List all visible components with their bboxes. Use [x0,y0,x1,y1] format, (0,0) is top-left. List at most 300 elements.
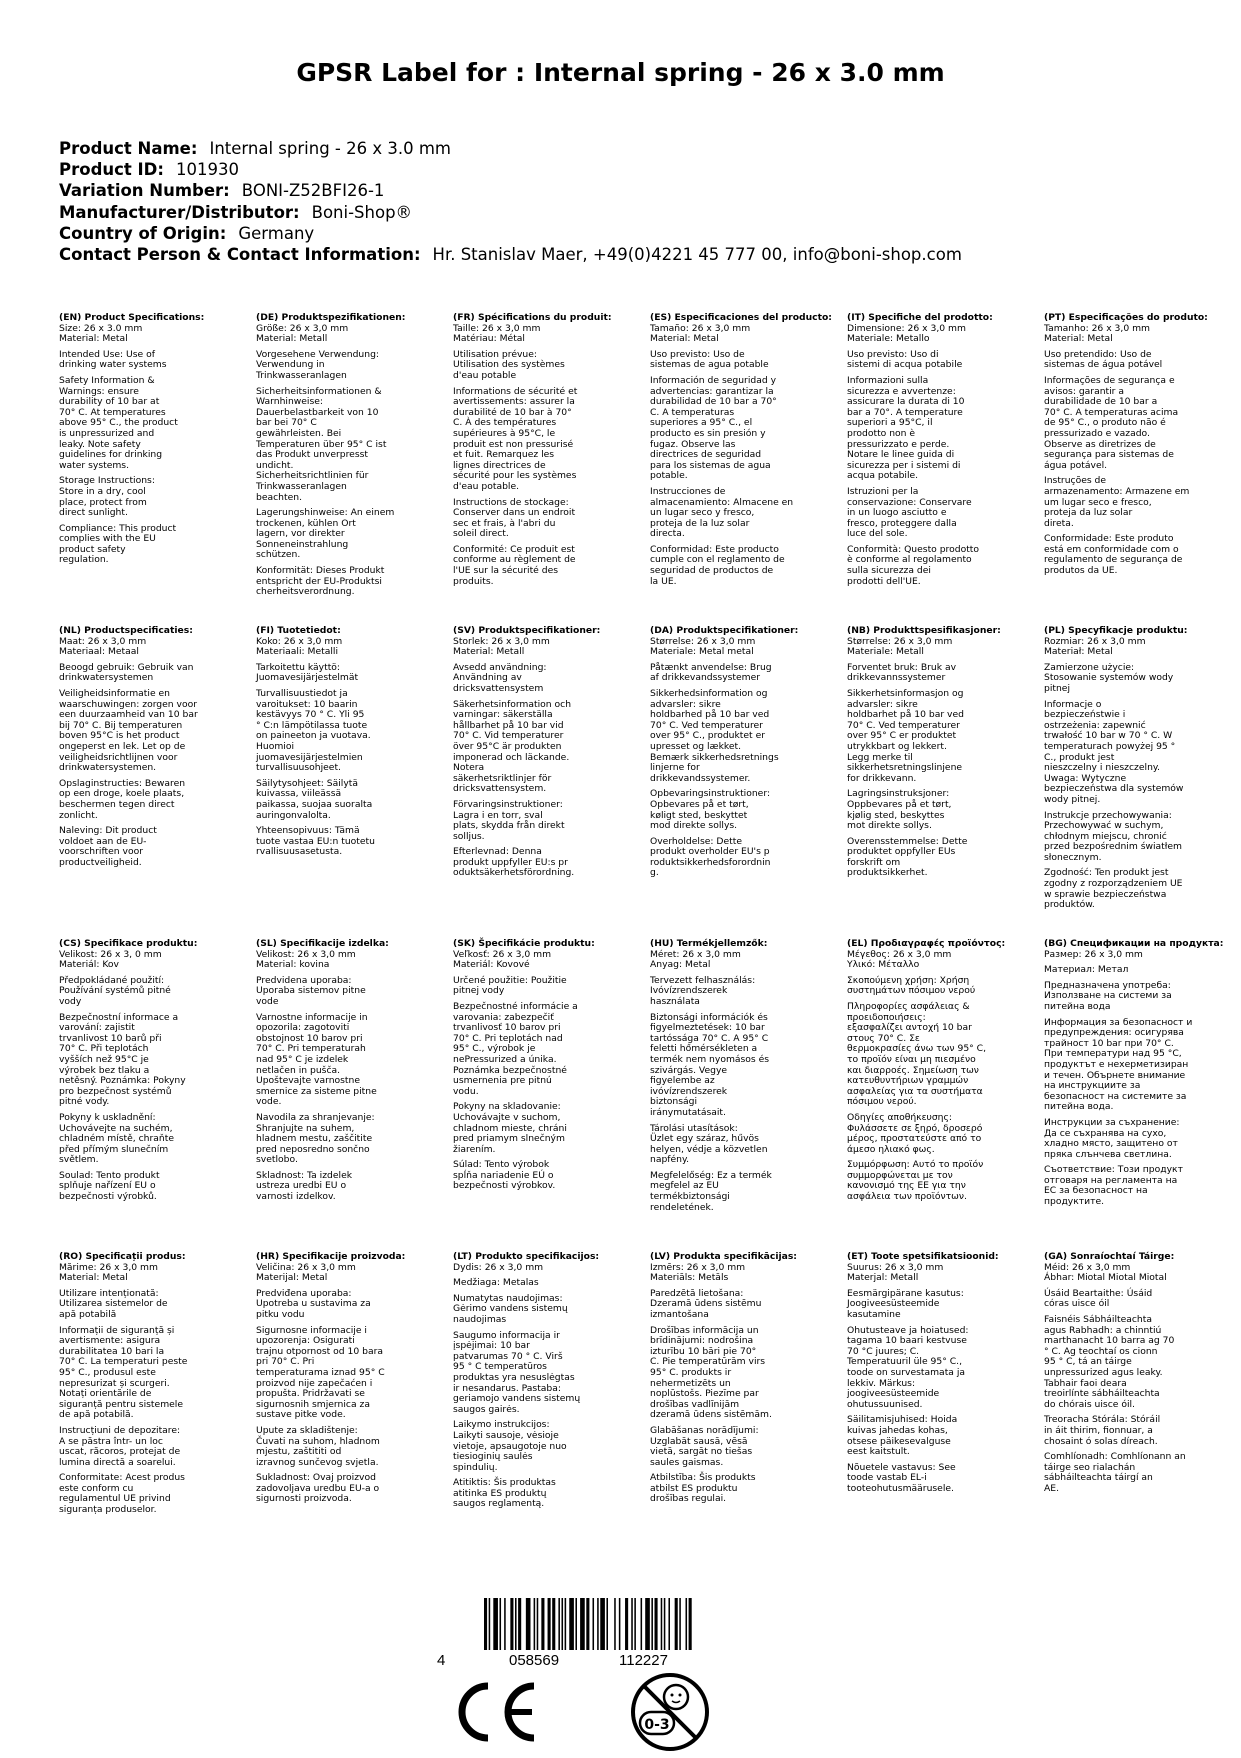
spec-line: προειδοποιήσεις: [847,1011,926,1023]
spec-block-title: (SV) Produktspecifikationer: [453,625,601,636]
spec-line: supérieures à 95°C, le [453,427,556,439]
spec-line: produktet oppfyller EUs [847,846,956,858]
spec-line: trvanlivosť 10 barov pri [453,1022,561,1034]
spec-line: C., produkt jest [1044,751,1115,763]
spec-line: Sonneneinstrahlung [256,538,349,550]
spec-line: 95° C., výrobok je [453,1043,536,1055]
barcode-bar [526,1598,531,1650]
spec-line: ° C. Ag teochtaí os cionn [1044,1345,1158,1357]
spec-line: assicurare la durata di 10 [847,396,965,408]
spec-block-title: (ES) Especificaciones del producto: [650,312,832,323]
spec-line: marthanacht 10 barra ag 70 [1044,1335,1175,1347]
barcode-bar [597,1598,599,1650]
spec-line: córas uisce óil [1044,1298,1110,1310]
spec-line: Größe: 26 x 3,0 mm [256,322,349,334]
spec-line: temperaturach powyżej 95 ° [1044,740,1176,752]
spec-line: proteja de la luz solar [650,517,750,529]
spec-line: безопасност на системите за [1044,1090,1187,1102]
spec-line: pitku vodu [256,1308,305,1320]
spec-line: Material: Metall [453,646,525,658]
spec-line: drinking water systems [59,359,167,371]
spec-line: spĺňa nariadenie EÚ o [453,1169,554,1181]
spec-line: undicht. [256,459,294,471]
spec-line: vody [59,995,82,1007]
spec-block [1044,313,1222,577]
spec-line: proteja da luz solar [1044,507,1133,519]
spec-line: Sikkerhedsinformation og [650,687,768,699]
spec-line: chladném místě, chraňte [59,1133,174,1145]
spec-line: cherheitsverordnung. [256,586,355,598]
spec-line: Uchovávajte v suchom, [453,1111,561,1123]
spec-line: paikassa, suojaa suoralta [256,798,373,810]
spec-line: Instrucțiuni de depozitare: [59,1424,181,1436]
spec-line: lagern, vor direkter [256,528,345,540]
spec-line: kestävyys 70 ° C. Yli 95 [256,709,365,721]
spec-line: rendeletének. [650,1201,714,1213]
spec-line: Sicherheitsrichtlinien für [256,470,369,482]
spec-line: Instruções de [1044,475,1107,487]
spec-line: Trinkwasseranlagen [256,480,347,492]
barcode-bar [668,1598,670,1650]
spec-line: Warnhinweise: [256,396,324,408]
info-row [59,223,962,244]
spec-line: over 95° C., produktet er [650,730,766,742]
spec-line: εξασφαλίζει αντοχή 10 bar [847,1022,972,1034]
spec-line: megfelel az EU [650,1180,719,1192]
spec-line: C. Pie temperatūrām virs [650,1356,766,1368]
barcode-bar [625,1598,628,1650]
spec-line: d'eau potable [453,369,517,381]
spec-line: prodotto non è [847,427,916,439]
spec-line: säkerhetsriktlinjer för [453,772,552,784]
spec-line: Informazioni sulla [847,374,929,386]
spec-line: água potável. [1044,459,1108,471]
info-value: Hr. Stanislav Maer, +49(0)4221 45 777 00, info@boni-shop.com [432,245,962,265]
spec-line: Koko: 26 x 3,0 mm [256,635,343,647]
spec-block [59,1252,237,1516]
spec-line: veiligheidsrichtlijnen voor [59,751,178,763]
spec-line: vode [256,995,279,1007]
spec-line: Soulad: Tento produkt [59,1169,160,1181]
spec-line: de 95° C., o produto não é [1044,417,1166,429]
info-row [59,180,962,201]
spec-line: Faisnéis Sábháilteachta [1044,1313,1152,1325]
spec-block-title: (CS) Specifikace produktu: [59,938,198,949]
spec-block-title: (HU) Termékjellemzők: [650,938,768,949]
spec-line: napfény. [650,1154,690,1166]
spec-line: Bezpečnostní informace a [59,1011,179,1023]
spec-line: θερμοκρασίες άνω των 95° C, [847,1043,987,1055]
spec-line: de apă potabilă. [59,1409,134,1421]
spec-line: Tamaño: 26 x 3,0 mm [650,322,751,334]
spec-line: συστημάτων πόσιμου νερού [847,985,976,997]
spec-line: hladnem mestu, zaščitite [256,1133,373,1145]
spec-block [650,626,828,879]
spec-block [59,939,237,1203]
spec-line: Conformitate: Acest produs [59,1472,185,1484]
spec-line: sulla sicurezza dei [847,565,931,577]
spec-line: Conformidade: Este produto [1044,533,1174,545]
spec-line: įspėjimai: 10 bar [453,1340,530,1352]
spec-line: vyšších než 95°C je [59,1053,149,1065]
spec-line: nepresurizat și scurgeri. [59,1377,170,1389]
spec-line: Conserver dans un endroit [453,507,576,519]
spec-line: Säilytysohjeet: Säilytä [256,777,358,789]
spec-block [847,313,1025,587]
spec-block-title: (FR) Spécifications du produit: [453,312,612,323]
spec-line: in un luogo asciutto e [847,507,947,519]
spec-line: Utilisation des systèmes [453,359,565,371]
spec-line: ασφαλείας για τα συστήματα [847,1085,983,1097]
spec-line: Materiale: Metal metal [650,646,754,658]
spec-line: è conforme al regolamento [847,554,972,566]
spec-line: para los sistemas de agua [650,459,771,471]
spec-line: entspricht der EU-Produktsi [256,575,382,587]
spec-line: pred priamym slnečným [453,1133,565,1145]
spec-line: netěsný. Poznámka: Pokyny [59,1075,186,1087]
spec-line: κατευθυντήριων γραμμών [847,1075,969,1087]
spec-line: Notați orientările de [59,1388,152,1400]
barcode-bars [484,1598,746,1650]
spec-block [256,313,434,598]
spec-line: advertencias: garantizar la [650,385,774,397]
spec-line: producto es sin presión y [650,427,766,439]
barcode-bar [593,1598,595,1650]
spec-line: un lugar seco y fresco, [650,507,755,519]
spec-line: produktsikkerhet. [847,867,928,879]
spec-line: táirge seo rialachán [1044,1461,1136,1473]
spec-line: Materijal: Metal [256,1272,328,1284]
spec-line: noplūstošs. Piezīme par [650,1388,759,1400]
spec-line: Yhteensopivuus: Tämä [256,825,360,837]
spec-line: produkt uppfyller EU:s pr [453,856,568,868]
spec-line: Användning av [453,672,522,684]
spec-block [847,939,1025,1203]
spec-line: Stosowanie systemów wody [1044,672,1174,684]
spec-line: Bezpečnostné informácie a [453,1000,578,1012]
spec-line: Използване на системи за [1044,990,1172,1002]
info-value: BONI-Z52BFI26-1 [241,181,385,201]
spec-line: nieszczelny i nieszczelny. [1044,762,1160,774]
barcode-bar [655,1598,658,1650]
spec-line: produit est non pressurisé [453,438,574,450]
spec-line: Gėrimo vandens sistemų [453,1303,568,1315]
spec-line: Pokyny na skladovanie: [453,1101,561,1113]
spec-line: Ohutusteave ja hoiatused: [847,1324,969,1336]
spec-block-title: (NL) Productspecificaties: [59,625,193,636]
spec-line: Observe as diretrizes de [1044,438,1156,450]
spec-line: Turvallisuustiedot ja [256,687,348,699]
spec-line: lignes directrices de [453,459,546,471]
spec-line: pri 70° C. Pri [256,1356,315,1368]
spec-line: Uporaba sistemov pitne [256,985,366,997]
spec-line: Uchovávejte na suchém, [59,1122,173,1134]
barcode-bar [489,1598,491,1650]
spec-line: drošības vadlīnijām [650,1398,740,1410]
spec-line: Rozmiar: 26 x 3,0 mm [1044,635,1146,647]
spec-line: Suurus: 26 x 3,0 mm [847,1261,944,1273]
spec-line: Používání systémů pitné [59,985,171,997]
spec-line: solljus. [453,830,485,842]
spec-block-title: (DE) Produktspezifikationen: [256,312,406,323]
spec-line: Medžiaga: Metalas [453,1277,539,1289]
barcode-bar [580,1598,585,1650]
spec-line: geriamojo vandens sistemų [453,1393,581,1405]
spec-line: 70° C. Pri teplotách nad [453,1032,563,1044]
spec-line: Size: 26 x 3.0 mm [59,322,143,334]
spec-line: figyelembe az [650,1075,715,1087]
spec-line: agus Rabhadh: a chinntiú [1044,1324,1162,1336]
page-title: GPSR Label for : Internal spring - 26 x 3.0 mm [296,58,945,87]
spec-line: kuivas jahedas kohas, [847,1424,948,1436]
spec-block-title: (BG) Спецификации на продукта: [1044,938,1224,949]
spec-line: durability of 10 bar at [59,396,160,408]
spec-line: και διαρροές. Σημείωση των [847,1064,979,1076]
spec-line: před přímým slunečním [59,1143,169,1155]
spec-block [847,1252,1025,1494]
spec-line: över 95°C är produkten [453,740,562,752]
spec-line: Veľkosť: 26 x 3,0 mm [453,948,552,960]
spec-line: Určené použitie: Použitie [453,974,567,986]
ce-mark-icon [452,1680,542,1748]
spec-line: Upoštevajte varnostne [256,1075,361,1087]
spec-line: turvallisuusohjeet. [256,762,341,774]
spec-line: При температури над 95 °C, [1044,1048,1182,1060]
barcode-bar [575,1598,577,1650]
spec-line: Konformität: Dieses Produkt [256,565,385,577]
spec-line: Materjal: Metall [847,1272,919,1284]
spec-line: продуктите. [1044,1196,1105,1208]
spec-line: um lugar seco e fresco, [1044,496,1152,508]
spec-line: auringonvalolta. [256,809,331,821]
barcode-bar [631,1598,633,1650]
spec-line: regulation. [59,554,109,566]
spec-block [453,626,631,879]
spec-line: trajnu otpornost od 10 bara [256,1345,384,1357]
spec-line: soleil direct. [453,528,509,540]
spec-line: fresco, proteggere dalla [847,517,957,529]
spec-line: 70° C. Pri temperaturah [256,1043,366,1055]
spec-line: Safety Information & [59,374,155,386]
spec-line: Съответствие: Този продукт [1044,1164,1183,1176]
spec-line: 70° C. Při teplotách [59,1043,149,1055]
spec-line: durabilidad de 10 bar a 70° [650,396,777,408]
spec-block-title: (ET) Toote spetsifikatsioonid: [847,1251,999,1262]
spec-block [650,1252,828,1505]
spec-line: temperaturama iznad 95° C [256,1366,385,1378]
spec-line: wody pitnej. [1044,793,1101,805]
spec-line: на инструкциите за [1044,1080,1141,1092]
spec-line: Opslaginstructies: Bewaren [59,777,186,789]
barcode-bar [689,1598,692,1650]
info-value: Internal spring - 26 x 3.0 mm [209,139,451,158]
spec-line: Zamierzone użycie: [1044,661,1135,673]
barcode-bar [541,1598,544,1650]
spec-line: słonecznym. [1044,851,1102,863]
spec-line: Materiál: Kovové [453,959,530,971]
spec-line: Veličina: 26 x 3,0 mm [256,1261,356,1273]
spec-line: Comhlíonadh: Comhlíonann an [1044,1451,1186,1463]
spec-line: hållbarhet på 10 bar vid [453,719,564,731]
spec-line: Předpokládané použití: [59,974,165,986]
spec-line: in áit thirim, fionnuar, a [1044,1424,1153,1436]
barcode-bar [645,1598,650,1650]
spec-line: Lagerungshinweise: An einem [256,507,395,519]
spec-line: 70° C. At temperatures [59,406,166,418]
spec-line: forskrift om [847,856,901,868]
spec-block-title: (LT) Produkto specifikacijos: [453,1251,600,1262]
spec-line: 70° C. Ved temperaturer [650,719,763,731]
age-warning-icon [628,1670,712,1758]
spec-line: Súlad: Tento výrobok [453,1159,550,1171]
spec-line: luce del sole. [847,528,908,540]
spec-line: Sikkerhetsinformasjon og [847,687,964,699]
spec-line: питейна вода. [1044,1101,1114,1113]
spec-line: Forventet bruk: Bruk av [847,661,957,673]
spec-line: directa. [650,528,685,540]
spec-line: 70° C. La temperaturi peste [59,1356,188,1368]
spec-block [59,313,237,566]
barcode-bar [493,1598,498,1650]
spec-line: Overholdelse: Dette [650,835,743,847]
spec-line: Material: Metal [59,1272,128,1284]
barcode-bar [679,1598,681,1650]
spec-line: produktas yra nesuslėgtas [453,1371,575,1383]
spec-line: superiori a 95°C, il [847,417,933,429]
spec-line: Υλικό: Μέταλλο [847,959,920,971]
spec-block [256,626,434,858]
spec-line: holdbarhed på 10 bar ved [650,709,770,721]
spec-line: trvanlivost 10 barů při [59,1032,162,1044]
spec-block-title: (LV) Produkta specifikācijas: [650,1251,797,1262]
spec-line: Úsáid Beartaithe: Úsáid [1044,1287,1153,1299]
barcode-bar [565,1598,567,1650]
spec-line: Upute za skladištenje: [256,1424,358,1436]
spec-line: Opbevaringsinstruktioner: [650,788,771,800]
spec-line: sicurezza per i sistemi di [847,459,961,471]
spec-line: produits. [453,575,494,587]
spec-line: over 95° C er produktet [847,730,957,742]
spec-line: patvarumas 70 ° C. Virš [453,1350,563,1362]
spec-line: pitnej [1044,682,1071,694]
spec-line: 70 °C juures; C. [847,1345,920,1357]
spec-line: трайност 10 bar при 70° C. [1044,1037,1174,1049]
ean-barcode [437,1598,752,1670]
spec-line: Uso previsto: Uso di [847,348,939,360]
spec-line: Conformidad: Este producto [650,543,779,555]
spec-line: ivóvízrendszerek [650,1085,728,1097]
spec-line: saugos gairės. [453,1403,520,1415]
spec-line: Sigurnosne informacije i [256,1324,367,1336]
spec-line: está em conformidade com o [1044,543,1179,555]
spec-line: Joogiveesüsteemide [847,1298,940,1310]
spec-line: durabilité de 10 bar à 70° [453,406,572,418]
spec-line: Oppbevares på et tørt, [847,798,952,810]
spec-line: Materiaal: Metaal [59,646,139,658]
spec-line: uscat, răcoros, protejat de [59,1446,181,1458]
barcode-bar [562,1598,564,1650]
spec-line: 95° C., produsul este [59,1366,156,1378]
spec-line: Uwaga: Wytyczne [1044,772,1127,784]
spec-line: Material: kovina [256,959,330,971]
spec-line: bezpečnosti výrobkov. [453,1180,556,1192]
spec-line: 70° C. Ved temperaturer [847,719,960,731]
spec-line: svetlobo. [256,1154,298,1166]
spec-line: sicurezza e avvertenze: [847,385,956,397]
spec-line: product safety [59,543,126,555]
spec-line: συμμορφώνεται με τον [847,1169,953,1181]
spec-line: Material: Metal [59,333,128,345]
spec-line: vodu. [453,1085,479,1097]
spec-line: Størrelse: 26 x 3,0 mm [847,635,953,647]
spec-line: ostrzeżenia: zapewnić [1044,719,1146,731]
barcode-bar [500,1598,502,1650]
barcode-bar [534,1598,536,1650]
spec-line: bezpečnosti výrobků. [59,1191,157,1203]
spec-line: Dydis: 26 x 3,0 mm [453,1261,544,1273]
spec-line: Mărime: 26 x 3,0 mm [59,1261,158,1273]
spec-line: leaky. Note safety [59,438,141,450]
spec-line: beschermen tegen direct [59,798,175,810]
spec-line: Istruzioni per la [847,485,919,497]
spec-line: bar a 70°. A temperature [847,406,963,418]
spec-line: Overensstemmelse: Dette [847,835,968,847]
spec-line: Varnostne informacije in [256,1011,368,1023]
spec-line: bezpieczeństwa dla systemów [1044,783,1184,795]
spec-line: produkt overholder EU's p [650,846,770,858]
spec-line: Dzeramā ūdens sistēmu [650,1298,762,1310]
spec-line: sec et frais, à l'abri du [453,517,556,529]
spec-line: regulamentul UE privind [59,1493,171,1505]
spec-line: Notera [453,762,485,774]
spec-line: tuote vastaa EU:n tuotetu [256,835,375,847]
spec-line: Paredzētā lietošana: [650,1287,744,1299]
spec-line: sigurnosnih smjernica za [256,1398,370,1410]
spec-line: Πληροφορίες ασφάλειας & [847,1000,970,1012]
spec-line: varoitukset: 10 baarin [256,698,358,710]
spec-line: Συμμόρφωση: Αυτό το προϊόν [847,1159,984,1171]
spec-line: pressurizzato e perde. [847,438,950,450]
spec-line: Drošības informācija un [650,1324,759,1336]
spec-line: voorschriften voor [59,846,143,858]
spec-line: apă potabilă [59,1308,117,1320]
spec-line: g. [650,867,659,879]
spec-line: sábháilteachta táirgí an [1044,1472,1153,1484]
spec-line: voldoet aan de EU- [59,835,147,847]
spec-line: Saugumo informacija ir [453,1329,560,1341]
spec-line: Uso previsto: Uso de [650,348,745,360]
spec-block-title: (NB) Produkttspesifikasjoner: [847,625,1001,636]
barcode-bar [664,1598,666,1650]
spec-line: kasutamine [847,1308,901,1320]
spec-line: ЕС за безопасност на [1044,1185,1148,1197]
spec-line: prodotti dell'UE. [847,575,921,587]
spec-line: biztonsági [650,1096,698,1108]
spec-line: produtos da UE. [1044,565,1118,577]
barcode-bar [518,1598,521,1650]
spec-line: Megfelelőség: Ez a termék [650,1169,772,1181]
spec-line: feletti hőmérsékleten a [650,1043,758,1055]
spec-line: Lagra i en torr, sval [453,809,543,821]
spec-line: Juomavesijärjestelmät [256,672,359,684]
spec-line: Utilisation prévue: [453,348,537,360]
spec-line: lumina directă a soarelui. [59,1456,176,1468]
spec-line: 95 ° C, tá an táirge [1044,1356,1132,1368]
spec-line: proizvod nije zapečaćen i [256,1377,373,1389]
spec-line: brīdinājumi: nodrošina [650,1335,754,1347]
spec-line: Verwendung in [256,359,325,371]
barcode-bar [606,1598,608,1650]
